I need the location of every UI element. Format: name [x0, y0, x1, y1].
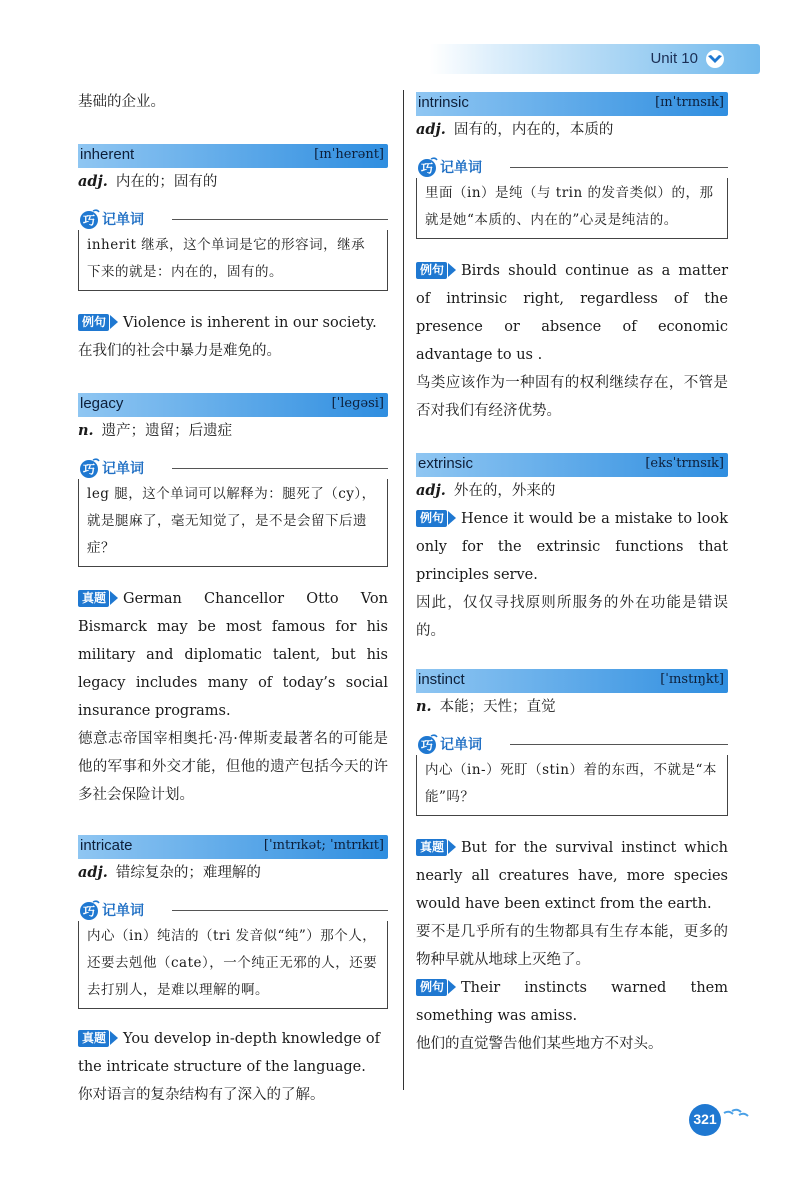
memory-text: 里面（in）是纯（与 trin 的发音类似）的，那就是她“本质的、内在的”心灵是纯洁的。	[416, 178, 728, 239]
unit-label: Unit 10	[650, 50, 698, 67]
memory-text: 内心（in-）死盯（stin）着的东西，不就是“本能”吗？	[416, 755, 728, 816]
headword: inherent	[80, 146, 135, 163]
word-entry-intricate	[78, 835, 388, 859]
example-en: Hence it would be a mistake to look only for the extrinsic functions that principles serve.	[416, 511, 728, 583]
headword: extrinsic	[418, 455, 474, 472]
definition: adj. 固有的，内在的，本质的	[416, 121, 614, 138]
memory-label: 记单词	[102, 902, 144, 918]
page-number: 321	[693, 1111, 717, 1127]
exam-example	[78, 585, 388, 725]
svg-text:巧: 巧	[420, 161, 434, 176]
memory-box	[78, 457, 388, 567]
example	[416, 505, 728, 589]
svg-text:巧: 巧	[82, 213, 96, 228]
headword: legacy	[80, 395, 124, 412]
definition: adj. 外在的，外来的	[416, 482, 556, 499]
example-en: Birds should continue as a matter of intrinsic right, regardless of the presence or absence of economic advantage to us .	[416, 263, 728, 363]
memory-tip-icon	[78, 457, 100, 479]
word-entry-instinct	[416, 669, 728, 693]
memory-box	[78, 208, 388, 291]
phonetic: [eksˈtrɪnsɪk]	[645, 456, 724, 471]
column-divider	[403, 90, 404, 1090]
example-en: But for the survival instinct which nearly all creatures have, more species would have been extinct from the earth.	[416, 840, 728, 912]
memory-tip-icon	[416, 733, 438, 755]
svg-text:巧: 巧	[82, 462, 96, 477]
memory-text: inherit 继承，这个单词是它的形容词，继承下来的就是：内在的，固有的。	[78, 230, 388, 291]
example-zh: 他们的直觉警告他们某些地方不对头。	[416, 1036, 663, 1052]
definition: n. 本能；天性；直觉	[416, 698, 556, 715]
memory-tip-icon	[78, 208, 100, 230]
example-tag: 例句	[416, 979, 447, 996]
memory-box	[78, 899, 388, 1009]
example-zh: 鸟类应该作为一种固有的权利继续存在，不管是否对我们有经济优势。	[416, 375, 728, 419]
memory-text: 内心（in）纯洁的（tri 发音似“纯”）那个人，还要去剋他（cate），一个纯正无邪的人，还要去打别人，是难以理解的啊。	[78, 921, 388, 1009]
memory-tip-icon	[416, 156, 438, 178]
definition: n. 遗产；遗留；后遗症	[78, 422, 233, 439]
definition: adj. 内在的；固有的	[78, 173, 218, 190]
intro-text: 基础的企业。	[78, 94, 165, 110]
example-en: German Chancellor Otto Von Bismarck may be most famous for his military and diplomatic talent, but his legacy includes many of today’s social insurance programs.	[78, 591, 388, 719]
exam-tag: 真题	[78, 1030, 109, 1047]
memory-label: 记单词	[440, 159, 482, 175]
headword: intrinsic	[418, 94, 469, 111]
example-en: Their instincts warned them something was amiss.	[416, 980, 728, 1024]
example-zh: 德意志帝国宰相奥托·冯·俾斯麦最著名的可能是他的军事和外交才能，但他的遗产包括今天的许多社会保险计划。	[78, 731, 388, 803]
example-zh: 在我们的社会中暴力是难免的。	[78, 343, 281, 359]
left-column	[78, 90, 388, 1109]
example-zh: 因此，仅仅寻找原则所服务的外在功能是错误的。	[416, 595, 728, 639]
svg-text:巧: 巧	[420, 738, 434, 753]
word-entry-legacy	[78, 393, 388, 417]
headword: intricate	[80, 837, 133, 854]
right-column	[416, 90, 728, 1058]
memory-box	[416, 156, 728, 239]
example	[416, 257, 728, 369]
memory-label: 记单词	[102, 211, 144, 227]
phonetic: [ˈleɡəsi]	[331, 396, 384, 411]
chevron-down-icon	[704, 50, 726, 68]
example-en: You develop in-depth knowledge of the intricate structure of the language.	[78, 1031, 381, 1075]
example-en: Violence is inherent in our society.	[123, 315, 377, 331]
phonetic: [ɪnˈtrɪnsɪk]	[655, 95, 724, 110]
headword: instinct	[418, 671, 465, 688]
phonetic: [ˈɪntrɪkət; ˈɪntrɪkɪt]	[263, 838, 384, 853]
word-entry-extrinsic	[416, 453, 728, 477]
memory-label: 记单词	[102, 460, 144, 476]
svg-text:巧: 巧	[82, 904, 96, 919]
example-zh: 要不是几乎所有的生物都具有生存本能，更多的物种早就从地球上灭绝了。	[416, 924, 728, 968]
word-entry-inherent	[78, 144, 388, 168]
example	[78, 309, 388, 337]
exam-example	[78, 1025, 388, 1081]
example-tag: 例句	[416, 262, 447, 279]
exam-tag: 真题	[416, 839, 447, 856]
example	[416, 974, 728, 1030]
phonetic: [ɪnˈherənt]	[314, 147, 384, 162]
unit-header	[430, 44, 760, 74]
word-entry-intrinsic	[416, 92, 728, 116]
phonetic: [ˈɪnstɪŋkt]	[660, 672, 724, 687]
example-tag: 例句	[78, 314, 109, 331]
example-tag: 例句	[416, 510, 447, 527]
memory-box	[416, 733, 728, 816]
example-zh: 你对语言的复杂结构有了深入的了解。	[78, 1087, 325, 1103]
exam-tag: 真题	[78, 590, 109, 607]
memory-tip-icon	[78, 899, 100, 921]
definition: adj. 错综复杂的；难理解的	[78, 864, 261, 881]
memory-label: 记单词	[440, 736, 482, 752]
memory-text: leg 腿，这个单词可以解释为：腿死了（cy），就是腿麻了，毫无知觉了，是不是会留下后遗症？	[78, 479, 388, 567]
exam-example	[416, 834, 728, 918]
